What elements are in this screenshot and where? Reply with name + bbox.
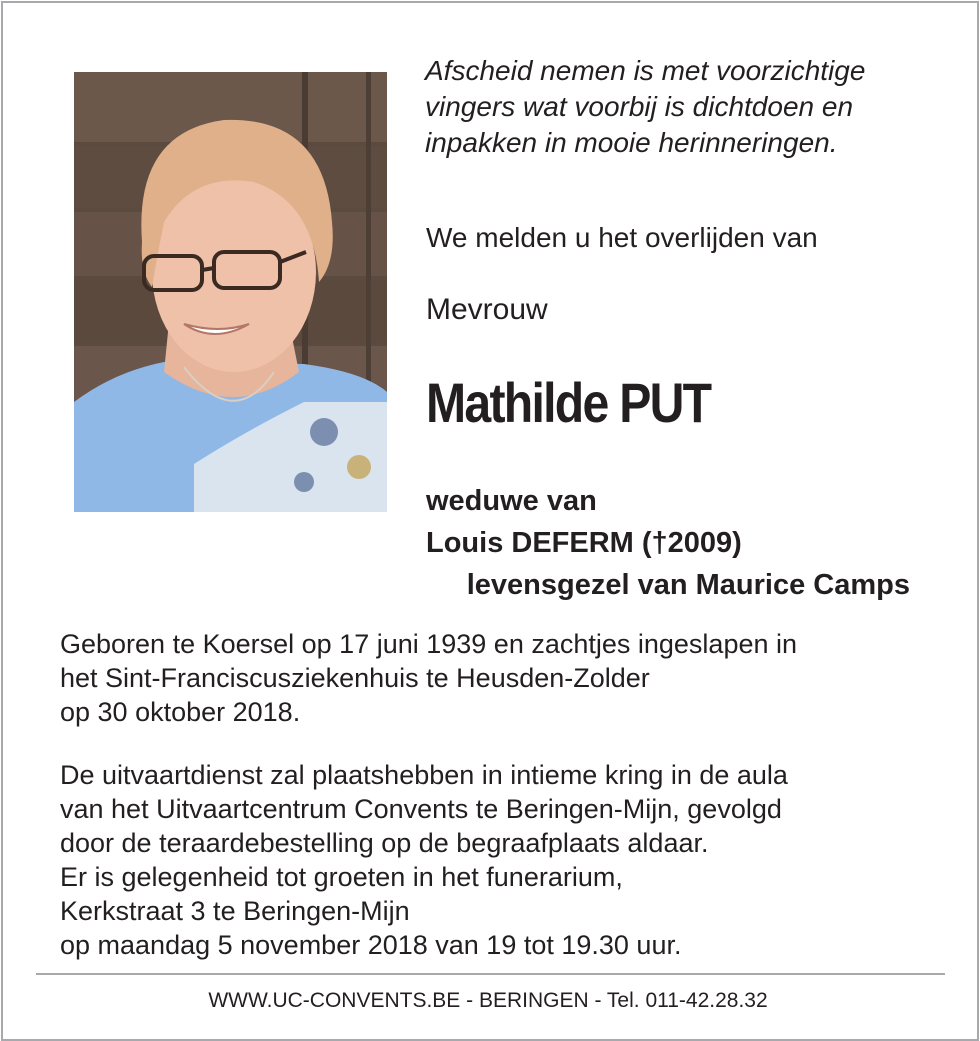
portrait-photo bbox=[74, 72, 387, 512]
quote-line: vingers wat voorbij is dichtdoen en bbox=[425, 91, 854, 122]
relation-line: Louis DEFERM (†2009) bbox=[426, 527, 742, 559]
service-line: Er is gelegenheid tot groeten in het funerarium, bbox=[60, 862, 623, 892]
relations bbox=[300, 480, 910, 606]
relation-line: weduwe van bbox=[426, 485, 597, 517]
quote bbox=[425, 53, 965, 161]
birth-line: op 30 oktober 2018. bbox=[60, 697, 301, 727]
announcement-intro: We melden u het overlijden van bbox=[426, 222, 818, 253]
birth-paragraph bbox=[60, 627, 940, 729]
relation-line: levensgezel van Maurice Camps bbox=[466, 569, 910, 601]
footer-divider bbox=[36, 973, 945, 975]
birth-line: het Sint-Franciscusziekenhuis te Heusden-Zolder bbox=[60, 663, 650, 693]
salutation: Mevrouw bbox=[426, 293, 548, 326]
service-line: De uitvaartdienst zal plaatshebben in intieme kring in de aula bbox=[60, 760, 788, 790]
service-paragraph bbox=[60, 758, 940, 962]
birth-line: Geboren te Koersel op 17 juni 1939 en zachtjes ingeslapen in bbox=[60, 629, 798, 659]
service-line: Kerkstraat 3 te Beringen-Mijn bbox=[60, 896, 410, 926]
footer-contact: WWW.UC-CONVENTS.BE - BERINGEN - Tel. 011-42.28.32 bbox=[208, 989, 768, 1012]
service-line: door de teraardebestelling op de begraafplaats aldaar. bbox=[60, 828, 709, 858]
deceased-name: Mathilde PUT bbox=[426, 371, 711, 434]
quote-line: Afscheid nemen is met voorzichtige bbox=[425, 55, 866, 86]
service-line: van het Uitvaartcentrum Convents te Beringen-Mijn, gevolgd bbox=[60, 794, 782, 824]
quote-line: inpakken in mooie herinneringen. bbox=[425, 127, 838, 158]
service-line: op maandag 5 november 2018 van 19 tot 19.30 uur. bbox=[60, 930, 682, 960]
